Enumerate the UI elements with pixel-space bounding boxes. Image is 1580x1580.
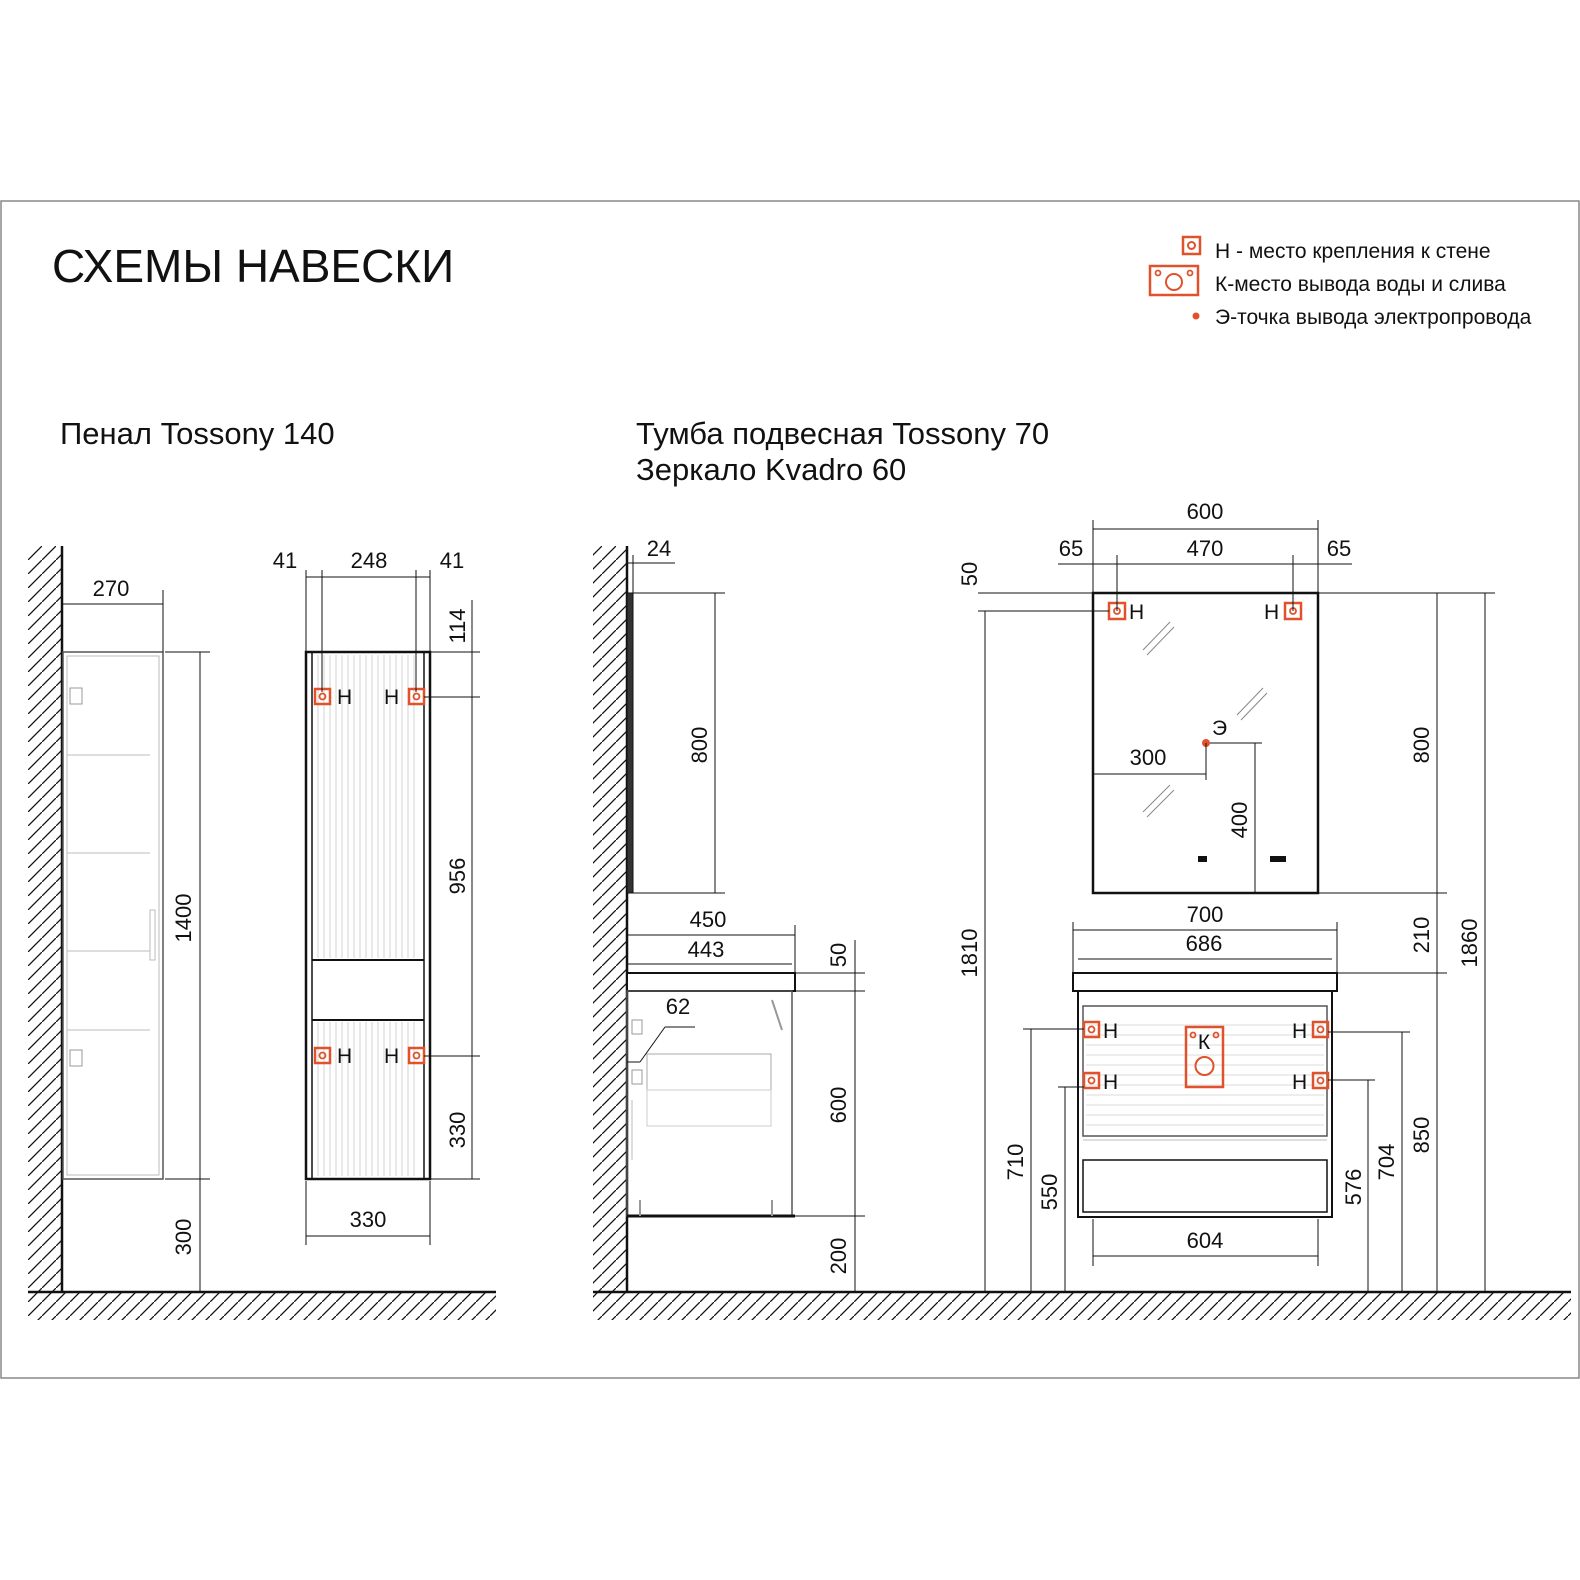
section-title-penal: Пенал Tossony 140 — [60, 416, 335, 451]
penal-front-view — [273, 548, 480, 1245]
mark-h: Н — [1292, 1020, 1308, 1043]
mark-h: Н — [1264, 601, 1280, 624]
dim-vanity-floor-gap: 200 — [826, 1237, 851, 1275]
dim-penal-edge-left: 41 — [272, 548, 298, 573]
page-title: СХЕМЫ НАВЕСКИ — [52, 240, 455, 292]
vanity-front-view — [957, 499, 1495, 1292]
dim-penal-width: 330 — [349, 1207, 387, 1232]
mark-h: Н — [337, 1045, 353, 1068]
dim-top-width: 700 — [1186, 902, 1224, 927]
dim-total-height: 1860 — [1457, 918, 1482, 968]
dim-top-depth: 450 — [689, 907, 727, 932]
dim-mirror-mount-edge-right: 65 — [1326, 536, 1352, 561]
mark-h: Н — [384, 1045, 400, 1068]
water-outlet-icon — [1150, 266, 1198, 295]
mark-h: Н — [1292, 1071, 1308, 1094]
dim-mirror-mount-spacing: 470 — [1186, 536, 1224, 561]
dim-mount-right-upper: 704 — [1374, 1143, 1399, 1181]
dim-penal-top-offset: 114 — [445, 608, 470, 644]
dim-mirror-height-side: 800 — [687, 726, 712, 764]
dim-mount-offset: 62 — [665, 994, 691, 1019]
dim-penal-mount-spacing: 956 — [445, 857, 470, 895]
dim-mount-right-lower: 576 — [1341, 1168, 1366, 1206]
dim-mirror-width: 600 — [1186, 499, 1224, 524]
dim-bottom-width: 604 — [1186, 1228, 1224, 1253]
dim-electric-x: 300 — [1129, 745, 1167, 770]
dim-mount-height-lower: 550 — [1037, 1173, 1062, 1211]
dim-mirror-height: 800 — [1409, 726, 1434, 764]
mark-h: Н — [337, 686, 353, 709]
dim-body-depth: 443 — [687, 937, 725, 962]
dim-penal-between: 248 — [350, 548, 388, 573]
mount-point-icon — [1183, 237, 1200, 254]
dim-electric-y: 400 — [1227, 801, 1252, 839]
electric-point-icon — [1193, 313, 1200, 320]
dim-mirror-mount-top: 50 — [957, 561, 982, 587]
dim-mirror-mount-edge-left: 65 — [1058, 536, 1084, 561]
dim-penal-floor-gap: 300 — [171, 1218, 196, 1256]
penal-side-view — [28, 546, 496, 1320]
dim-penal-depth: 270 — [92, 576, 130, 601]
dim-top-thickness: 50 — [826, 942, 851, 968]
legend-mount-text: Н - место крепления к стене — [1215, 240, 1491, 263]
dim-body-width: 686 — [1185, 931, 1223, 956]
penal-mount-marker-4 — [409, 1048, 424, 1063]
dim-body-height: 600 — [826, 1086, 851, 1124]
penal-mount-marker-3 — [315, 1048, 330, 1063]
dim-mirror-mount-height: 1810 — [957, 928, 982, 978]
mark-h: Н — [384, 686, 400, 709]
dim-penal-height: 1400 — [171, 893, 196, 943]
mark-h: Н — [1103, 1071, 1119, 1094]
legend-water-text: К-место вывода воды и слива — [1215, 273, 1506, 296]
dim-top-surface: 850 — [1409, 1116, 1434, 1154]
mark-e: Э — [1212, 717, 1228, 740]
section-title-mirror: Зеркало Kvadro 60 — [636, 452, 907, 487]
legend — [1150, 237, 1532, 329]
legend-electric-text: Э-точка вывода электропровода — [1215, 306, 1532, 329]
dim-gap-mirror-top: 210 — [1409, 916, 1434, 954]
dim-mount-height-upper: 710 — [1003, 1143, 1028, 1181]
dim-mirror-depth: 24 — [646, 536, 672, 561]
mark-h: Н — [1103, 1020, 1119, 1043]
dim-penal-lower-offset: 330 — [445, 1111, 470, 1149]
dim-penal-edge-right: 41 — [439, 548, 465, 573]
mark-k: К — [1197, 1031, 1211, 1054]
mark-h: Н — [1129, 601, 1145, 624]
section-title-vanity: Тумба подвесная Tossony 70 — [636, 416, 1050, 451]
